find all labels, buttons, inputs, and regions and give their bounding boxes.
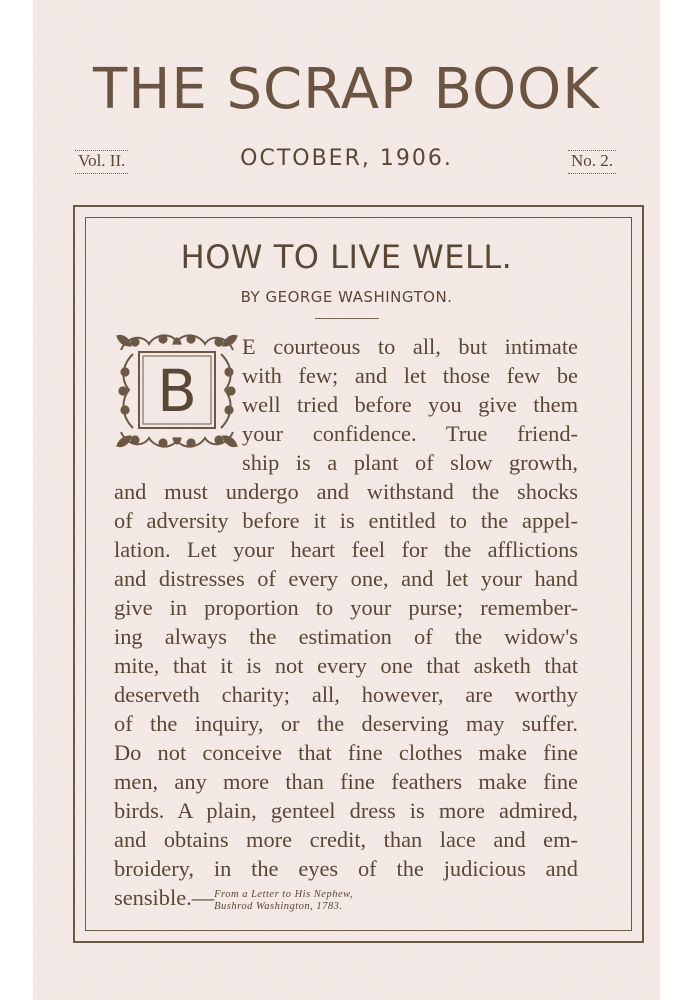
body-line: broidery, in the eyes of the judicious and bbox=[114, 856, 578, 881]
body-last-line bbox=[114, 883, 578, 912]
drop-cap-letter: B bbox=[157, 357, 197, 425]
body-line: deserveth charity; all, however, are worthy bbox=[114, 682, 578, 707]
body-line: with few; and let those few be bbox=[242, 363, 578, 388]
article-body bbox=[114, 332, 578, 912]
body-line: well tried before you give them bbox=[242, 392, 578, 417]
body-line: E courteous to all, but intimate bbox=[242, 334, 578, 359]
body-line: ing always the estimation of the widow's bbox=[114, 624, 578, 649]
title-divider bbox=[315, 318, 379, 319]
article-byline: BY GEORGE WASHINGTON. bbox=[240, 288, 453, 306]
citation-line-1: From a Letter to His Nephew, bbox=[214, 889, 353, 900]
issue-number: No. 2. bbox=[568, 150, 616, 174]
body-line: and distresses of every one, and let your hand bbox=[114, 566, 578, 591]
body-line: birds. A plain, genteel dress is more admired, bbox=[114, 798, 578, 823]
body-line: of adversity before it is entitled to the appel- bbox=[114, 508, 578, 533]
body-line: men, any more than fine feathers make fine bbox=[114, 769, 578, 794]
issue-date: OCTOBER, 1906. bbox=[240, 146, 453, 171]
citation-line-2: Bushrod Washington, 1783. bbox=[214, 901, 343, 912]
body-line: of the inquiry, or the deserving may suffer. bbox=[114, 711, 578, 736]
issue-line bbox=[33, 146, 660, 178]
body-line: mite, that it is not every one that asketh that bbox=[114, 653, 578, 678]
article-title: HOW TO LIVE WELL. bbox=[180, 238, 513, 276]
body-line: and obtains more credit, than lace and em- bbox=[114, 827, 578, 852]
closing-word: sensible.— bbox=[114, 885, 215, 910]
body-line: give in proportion to your purse; remember- bbox=[114, 595, 578, 620]
body-line: lation. Let your heart feel for the afflictions bbox=[114, 537, 578, 562]
body-line: ship is a plant of slow growth, bbox=[242, 450, 578, 475]
citation bbox=[214, 889, 353, 913]
body-line: and must undergo and withstand the shocks bbox=[114, 479, 578, 504]
body-line: Do not conceive that fine clothes make fine bbox=[114, 740, 578, 765]
volume-label: Vol. II. bbox=[75, 150, 128, 174]
magazine-page bbox=[33, 0, 660, 1000]
masthead-title: THE SCRAP BOOK bbox=[93, 57, 600, 122]
body-line: your confidence. True friend- bbox=[242, 421, 578, 446]
